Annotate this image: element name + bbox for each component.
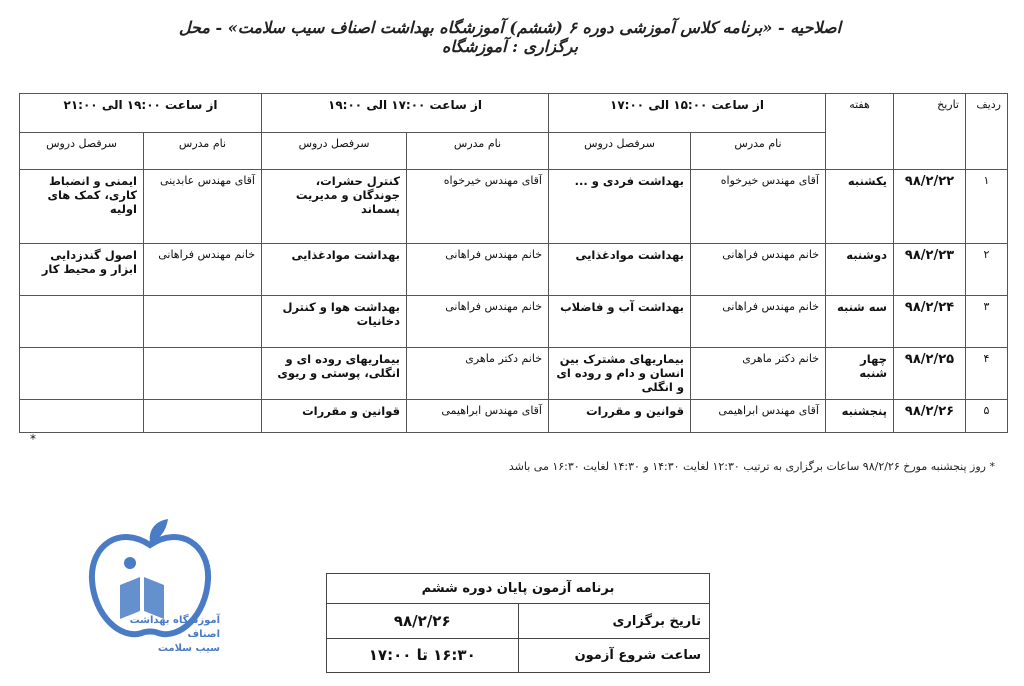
row-date: ۹۸/۲/۲۲ — [894, 170, 966, 243]
teacher-cell: خانم مهندس فراهانی — [691, 296, 826, 348]
topic-cell — [20, 348, 144, 399]
topic-cell: بیماریهای روده ای و انگلی، پوستی و ریوی — [262, 348, 407, 399]
table-row — [20, 296, 1008, 348]
teacher-cell: آقای مهندس ابراهیمی — [691, 399, 826, 432]
teacher-cell: آقای مهندس خیرخواه — [407, 170, 549, 243]
row-number: ۵ — [966, 399, 1008, 432]
header-week: هفته — [826, 94, 894, 170]
header-date: تاریخ — [894, 94, 966, 170]
header-teacher-1: نام مدرس — [691, 133, 826, 170]
row-day: دوشنبه — [826, 243, 894, 295]
header-slot-2: از ساعت ۱۷:۰۰ الی ۱۹:۰۰ — [262, 94, 549, 133]
table-row — [20, 399, 1008, 432]
header-slot-1: از ساعت ۱۵:۰۰ الی ۱۷:۰۰ — [549, 94, 826, 133]
topic-cell: قوانین و مقررات — [549, 399, 691, 432]
header-topic-1: سرفصل دروس — [549, 133, 691, 170]
row-number: ۴ — [966, 348, 1008, 399]
logo-text — [120, 614, 220, 656]
teacher-cell: خانم مهندس فراهانی — [144, 243, 262, 295]
topic-cell — [20, 296, 144, 348]
exam-title: برنامه آزمون پایان دوره ششم — [327, 574, 710, 604]
teacher-cell: آقای مهندس خیرخواه — [691, 170, 826, 243]
exam-date-label: تاریخ برگزاری — [518, 604, 710, 638]
teacher-cell: خانم دکتر ماهری — [407, 348, 549, 399]
topic-cell: قوانین و مقررات — [262, 399, 407, 432]
row-number: ۲ — [966, 243, 1008, 295]
row-number: ۳ — [966, 296, 1008, 348]
row-day: پنجشنبه — [826, 399, 894, 432]
teacher-cell: آقای مهندس عابدینی — [144, 170, 262, 243]
footnote: * روز پنجشنبه مورخ ۹۸/۲/۲۶ ساعات برگزاری به ترتیب ۱۲:۳۰ لغایت ۱۴:۳۰ و ۱۴:۳۰ لغایت ۱۶:۳۰ می باشد — [508, 460, 995, 473]
row-day: چهار شنبه — [826, 348, 894, 399]
teacher-cell — [144, 348, 262, 399]
topic-cell: بیماریهای مشترک بین انسان و دام و روده ای و انگلی — [549, 348, 691, 399]
row-date: ۹۸/۲/۲۶ — [894, 399, 966, 432]
schedule-table — [19, 93, 1008, 433]
table-row — [20, 348, 1008, 399]
topic-cell: بهداشت فردی و ... — [549, 170, 691, 243]
topic-cell: اصول گندزدایی ابزار و محیط کار — [20, 243, 144, 295]
row-date: ۹۸/۲/۲۳ — [894, 243, 966, 295]
header-topic-2: سرفصل دروس — [262, 133, 407, 170]
topic-cell: بهداشت هوا و کنترل دخانیات — [262, 296, 407, 348]
teacher-cell: خانم مهندس فراهانی — [407, 243, 549, 295]
row-number: ۱ — [966, 170, 1008, 243]
topic-cell — [20, 399, 144, 432]
table-row — [20, 243, 1008, 295]
topic-cell: بهداشت موادغذایی — [549, 243, 691, 295]
header-topic-3: سرفصل دروس — [20, 133, 144, 170]
exam-time-value: ۱۶:۳۰ تا ۱۷:۰۰ — [327, 638, 519, 672]
teacher-cell: خانم دکتر ماهری — [691, 348, 826, 399]
asterisk-mark: * — [30, 432, 36, 446]
header-teacher-3: نام مدرس — [144, 133, 262, 170]
topic-cell: ایمنی و انضباط کاری، کمک های اولیه — [20, 170, 144, 243]
page-title: اصلاحیه - «برنامه کلاس آموزشی دوره ۶ (ششم) آموزشگاه بهداشت اصناف سیب سلامت» - محل برگزاری : آموزشگاه — [178, 18, 842, 56]
teacher-cell — [144, 296, 262, 348]
row-day: سه شنبه — [826, 296, 894, 348]
topic-cell: کنترل حشرات، جوندگان و مدیریت پسماند — [262, 170, 407, 243]
exam-time-label: ساعت شروع آزمون — [518, 638, 710, 672]
teacher-cell: آقای مهندس ابراهیمی — [407, 399, 549, 432]
row-date: ۹۸/۲/۲۴ — [894, 296, 966, 348]
exam-date-value: ۹۸/۲/۲۶ — [327, 604, 519, 638]
logo-line-1: آموزشگاه بهداشت اصناف — [129, 615, 220, 640]
header-row-number: ردیف — [966, 94, 1008, 170]
topic-cell: بهداشت آب و فاضلاب — [549, 296, 691, 348]
row-date: ۹۸/۲/۲۵ — [894, 348, 966, 399]
exam-table — [326, 573, 710, 673]
header-teacher-2: نام مدرس — [407, 133, 549, 170]
teacher-cell: خانم مهندس فراهانی — [407, 296, 549, 348]
row-day: یکشنبه — [826, 170, 894, 243]
header-slot-3: از ساعت ۱۹:۰۰ الی ۲۱:۰۰ — [20, 94, 262, 133]
logo-line-2: سیب سلامت — [157, 643, 220, 654]
teacher-cell: خانم مهندس فراهانی — [691, 243, 826, 295]
topic-cell: بهداشت موادغذایی — [262, 243, 407, 295]
table-row — [20, 170, 1008, 243]
teacher-cell — [144, 399, 262, 432]
